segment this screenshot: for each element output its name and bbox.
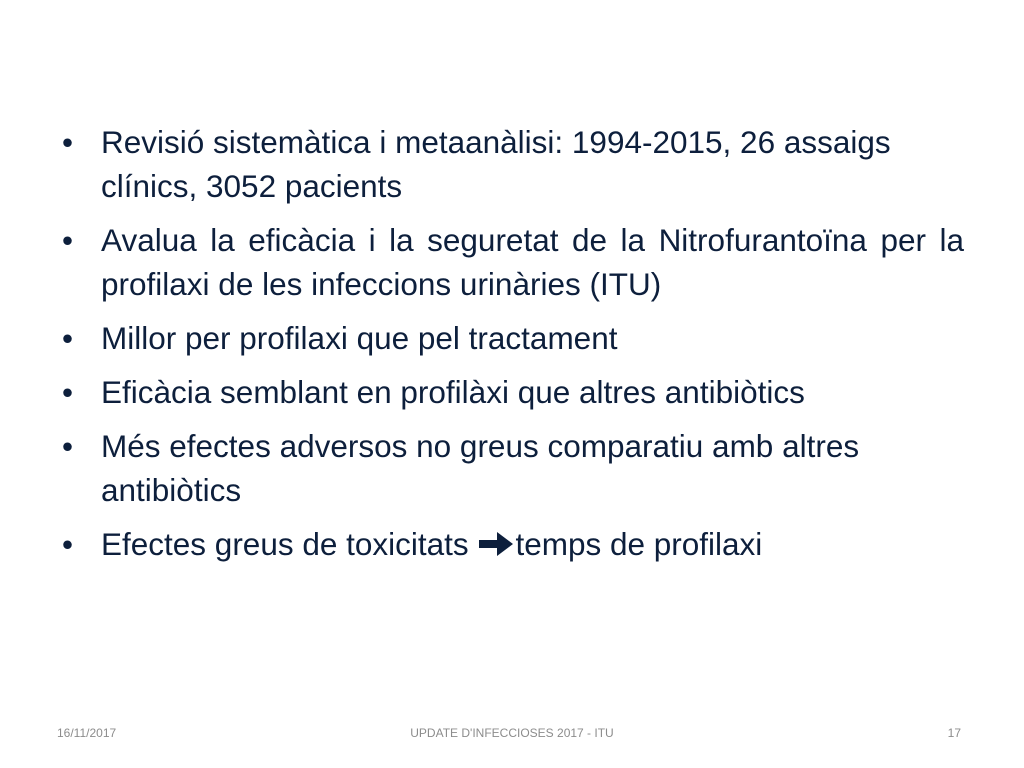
bullet-item xyxy=(62,218,964,306)
bullet-item xyxy=(62,120,964,208)
bullet-text: Més efectes adversos no greus comparatiu amb altres antibiòtics xyxy=(101,428,860,508)
bullet-item xyxy=(62,370,964,414)
footer-page-number: 17 xyxy=(947,726,961,740)
bullet-text: Avalua la eficàcia i la seguretat de la Nitrofurantoïna per la profilaxi de les infeccions urinàries (ITU) xyxy=(101,222,964,302)
bullet-icon: • xyxy=(62,526,74,562)
bullet-text-after: temps de profilaxi xyxy=(515,526,763,562)
bullet-icon: • xyxy=(62,428,74,464)
bullet-text xyxy=(101,522,964,566)
bullet-icon: • xyxy=(62,374,74,410)
bullet-item xyxy=(62,316,964,360)
bullet-item xyxy=(62,424,964,512)
bullet-text-before: Efectes greus de toxicitats xyxy=(101,526,478,562)
bullet-icon: • xyxy=(62,124,74,160)
bullet-text: Eficàcia semblant en profilàxi que altres antibiòtics xyxy=(101,374,805,410)
bullet-icon: • xyxy=(62,320,74,356)
footer-date: 16/11/2017 xyxy=(57,726,117,740)
bullet-item xyxy=(62,522,964,566)
footer-title: UPDATE D'INFECCIOSES 2017 - ITU xyxy=(410,726,614,740)
bullet-text: Millor per profilaxi que pel tractament xyxy=(101,320,618,356)
bullet-icon: • xyxy=(62,222,74,258)
bullet-list xyxy=(62,120,964,576)
right-arrow-icon xyxy=(477,530,515,558)
bullet-text: Revisió sistemàtica i metaanàlisi: 1994-2015, 26 assaigs clínics, 3052 pacients xyxy=(101,124,891,204)
